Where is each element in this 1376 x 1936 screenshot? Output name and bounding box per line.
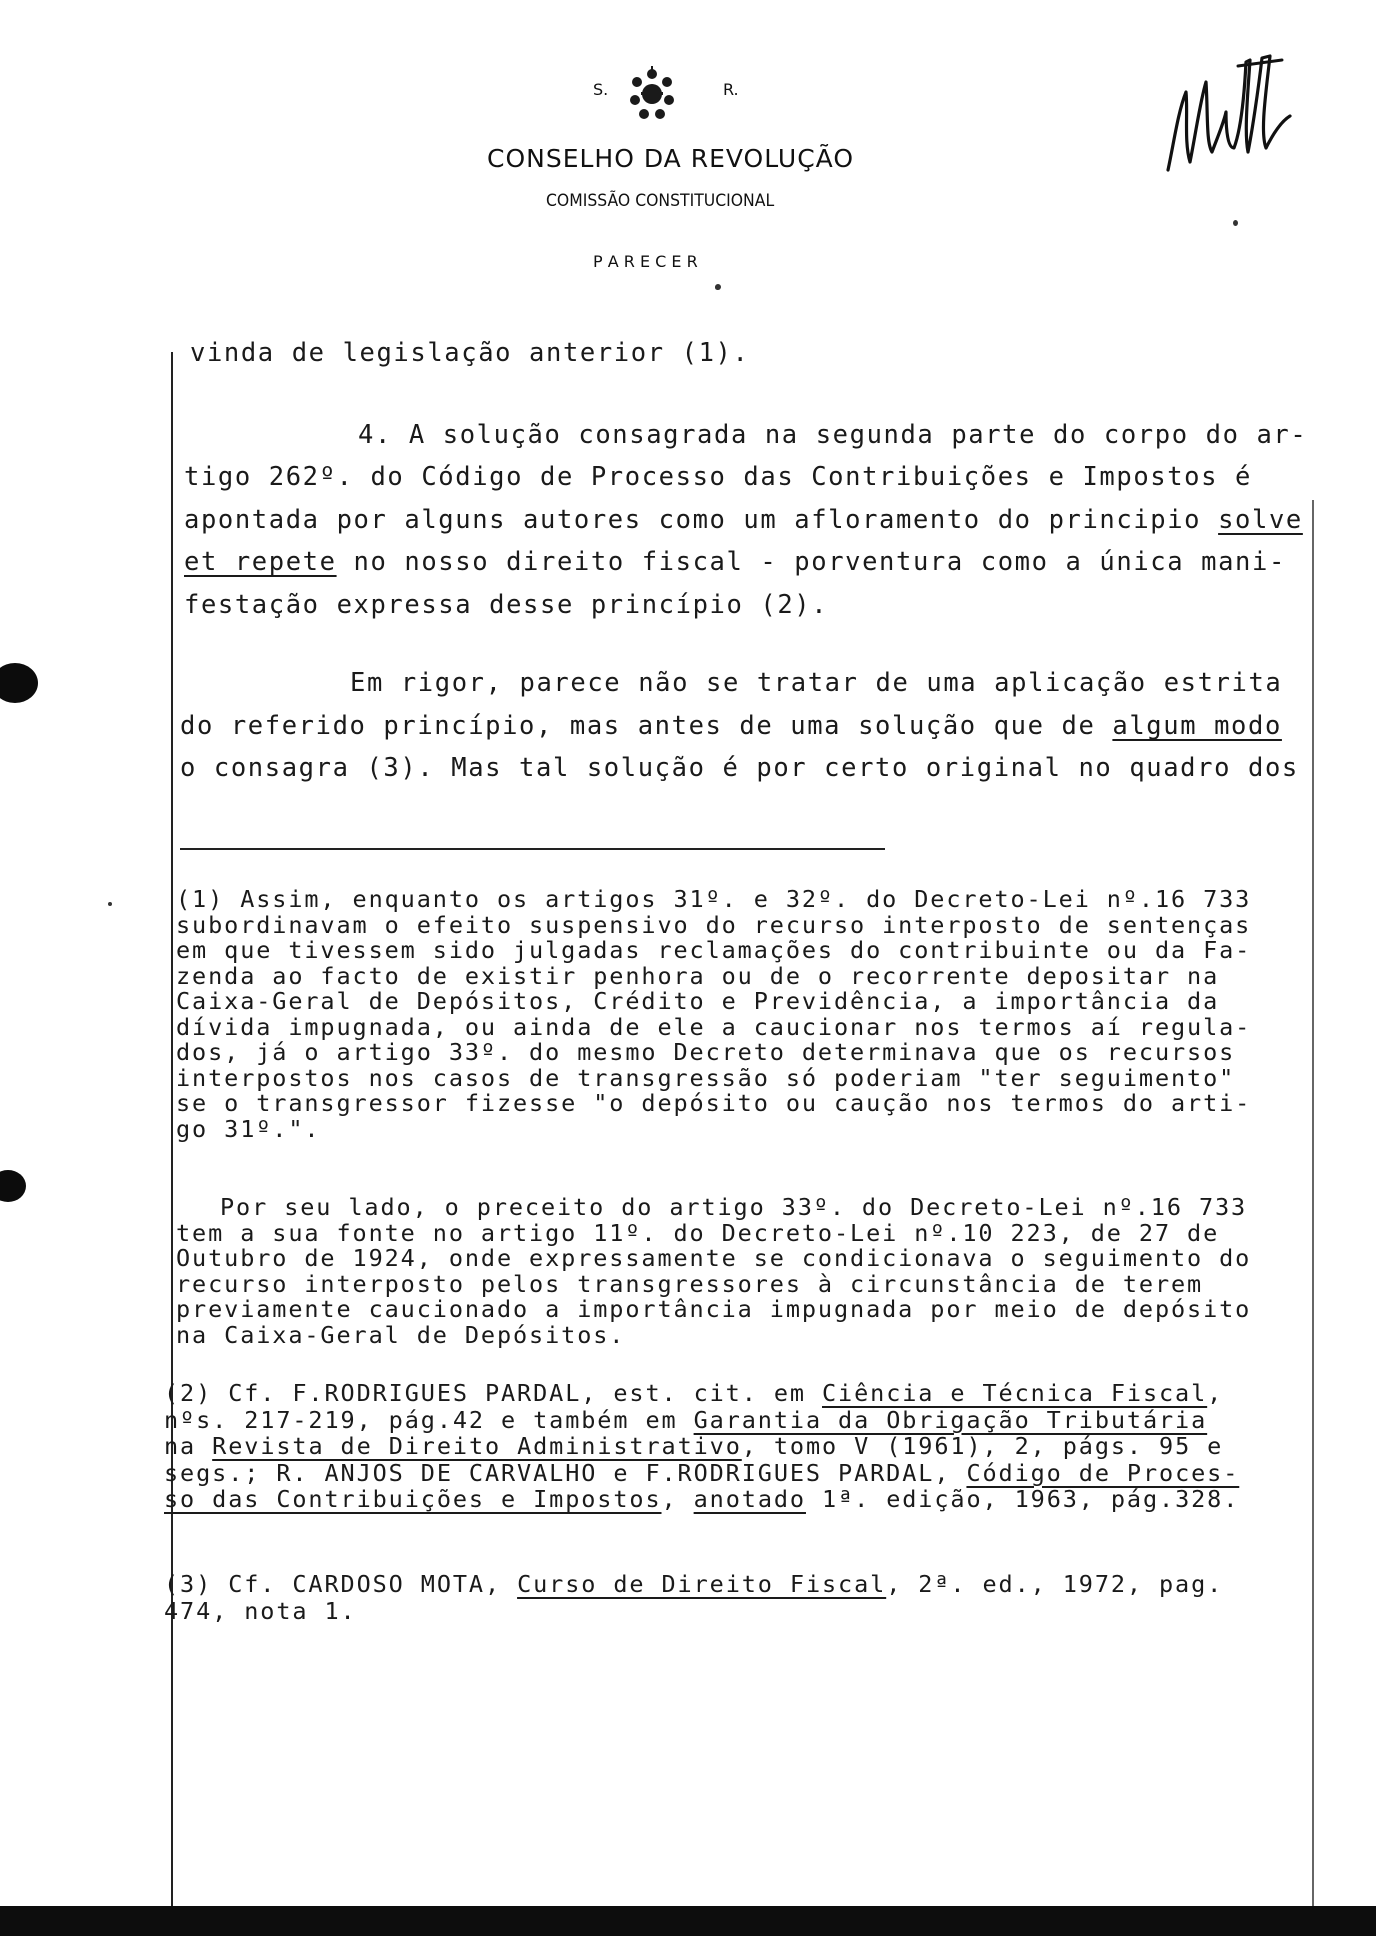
document-type: P A R E C E R [593, 252, 698, 271]
footnote-2-line-4 [164, 1458, 1240, 1487]
speck [108, 902, 112, 906]
footnote-3 [164, 1570, 1224, 1625]
right-edge-line [1312, 500, 1314, 1920]
paragraph-4-line-4-text: no nosso direito fiscal - porventura como a única mani- [353, 547, 1286, 577]
footnote-3-text: (3) Cf. CARDOSO MOTA, [164, 1570, 502, 1598]
org-title: CONSELHO DA REVOLUÇÃO [487, 144, 854, 173]
work-title: Código de Proces- [966, 1458, 1240, 1487]
footnote-1-line: Caixa-Geral de Depósitos, Crédito e Previdência, a importância da [176, 987, 1220, 1015]
seal-right-letter: R. [723, 80, 739, 99]
scan-bottom-bar [0, 1906, 1376, 1936]
footnote-3-line-1 [164, 1570, 1224, 1598]
latin-phrase-part-2: et repete [184, 547, 337, 577]
paragraph-5-line-3: o consagra (3). Mas tal solução é por certo original no quadro dos [180, 753, 1299, 783]
work-title: Garantia da Obrigação Tributária [693, 1405, 1208, 1434]
underlined-phrase: algum modo [1112, 711, 1282, 741]
handwritten-signature [1160, 52, 1300, 182]
footnote-2-line-5 [164, 1485, 1240, 1513]
footnote-1-line: dívida impugnada, ou ainda de ele a caucionar nos termos aí regula- [176, 1012, 1252, 1041]
footnote-2-text: 1ª. edição, 1963, pág.328. [805, 1485, 1240, 1513]
paragraph-5-line-1: Em rigor, parece não se tratar de uma aplicação estrita [350, 668, 1283, 698]
paragraph-4-line-4 [184, 547, 1286, 577]
body-continuation-line: vinda de legislação anterior (1). [190, 338, 750, 368]
punch-hole-top [0, 663, 38, 703]
footnote-1-line: em que tivessem sido julgadas reclamações do contribuinte ou da Fa- [176, 936, 1252, 964]
footnote-2-text: na [164, 1432, 197, 1460]
republic-seal-icon [627, 64, 677, 124]
speck [715, 284, 721, 290]
footnote-2-text: (2) Cf. F.RODRIGUES PARDAL, est. cit. em [164, 1379, 806, 1407]
paragraph-5-line-2 [180, 711, 1282, 741]
footnote-separator [180, 848, 885, 850]
footnote-1-line: zenda ao facto de existir penhora ou de o recorrente depositar na [176, 961, 1220, 990]
footnote-1b-line: Por seu lado, o preceito do artigo 33º. do Decreto-Lei nº.16 733 [220, 1193, 1248, 1221]
work-title: so das Contribuições e Impostos [164, 1485, 662, 1513]
footnote-2 [164, 1379, 1240, 1513]
footnote-3-line-2: 474, nota 1. [164, 1596, 357, 1625]
latin-phrase-part-1: solve [1218, 505, 1303, 535]
left-margin-line [171, 352, 173, 1912]
footnote-1b-line: previamente caucionado a importância impugnada por meio de depósito [176, 1295, 1252, 1323]
paragraph-4-line-2: tigo 262º. do Código de Processo das Contribuições e Impostos é [184, 462, 1252, 492]
paragraph-4-line-5: festação expressa desse princípio (2). [184, 590, 829, 620]
seal-left-letter: S. [593, 80, 609, 99]
footnote-1-line: dos, já o artigo 33º. do mesmo Decreto determinava que os recursos [176, 1038, 1236, 1066]
footnote-1-line: interpostos nos casos de transgressão só poderiam "ter seguimento" [176, 1063, 1236, 1092]
footnote-1-line: se o transgressor fizesse "o depósito ou caução nos termos do arti- [176, 1089, 1252, 1117]
footnote-1-continuation [176, 1193, 1252, 1349]
journal-title: Ciência e Técnica Fiscal [822, 1379, 1208, 1407]
footnote-1b-line: tem a sua fonte no artigo 11º. do Decreto-Lei nº.10 223, de 27 de [176, 1218, 1220, 1247]
footnote-1b-line: na Caixa-Geral de Depósitos. [176, 1320, 626, 1349]
paragraph-5-line-2-text: do referido princípio, mas antes de uma solução que de [180, 711, 1096, 741]
footnote-1b-line: Outubro de 1924, onde expressamente se condicionava o seguimento do [176, 1244, 1252, 1272]
footnote-1-line: (1) Assim, enquanto os artigos 31º. e 32º. do Decreto-Lei nº.16 733 [176, 885, 1252, 913]
paragraph-4-line-3-text: apontada por alguns autores como um afloramento do principio [184, 505, 1202, 535]
footnote-2-text: , [661, 1485, 678, 1513]
footnote-2-line-1 [164, 1379, 1239, 1407]
footnote-2-text: , [1207, 1379, 1224, 1407]
footnote-2-text: nºs. 217-219, pág.42 e também em [164, 1405, 678, 1434]
speck [1233, 220, 1238, 226]
footnote-2-line-3 [164, 1432, 1239, 1460]
commission-title: COMISSÃO CONSTITUCIONAL [546, 191, 775, 211]
footnote-2-text: , tomo V (1961), 2, págs. 95 e [741, 1432, 1224, 1460]
journal-title: Revista de Direito Administrativo [212, 1432, 742, 1460]
paragraph-4-line-3 [184, 505, 1303, 535]
footnote-1-line: go 31º.". [176, 1114, 321, 1143]
edition-note: anotado [693, 1485, 806, 1513]
work-title: Curso de Direito Fiscal [517, 1570, 887, 1598]
footnote-2-line-2 [164, 1405, 1239, 1434]
paragraph-4-line-1: 4. A solução consagrada na segunda parte do corpo do ar- [358, 420, 1308, 450]
punch-hole-bottom [0, 1170, 26, 1202]
footnote-1 [176, 885, 1252, 1143]
footnote-2-text: segs.; R. ANJOS DE CARVALHO e F.RODRIGUES PARDAL, [164, 1458, 951, 1487]
footnote-1b-line: recurso interposto pelos transgressores à circunstância de terem [176, 1269, 1204, 1298]
footnote-1-line: subordinavam o efeito suspensivo do recurso interposto de sentenças [176, 910, 1252, 939]
footnote-3-text: , 2ª. ed., 1972, pag. [886, 1570, 1224, 1598]
